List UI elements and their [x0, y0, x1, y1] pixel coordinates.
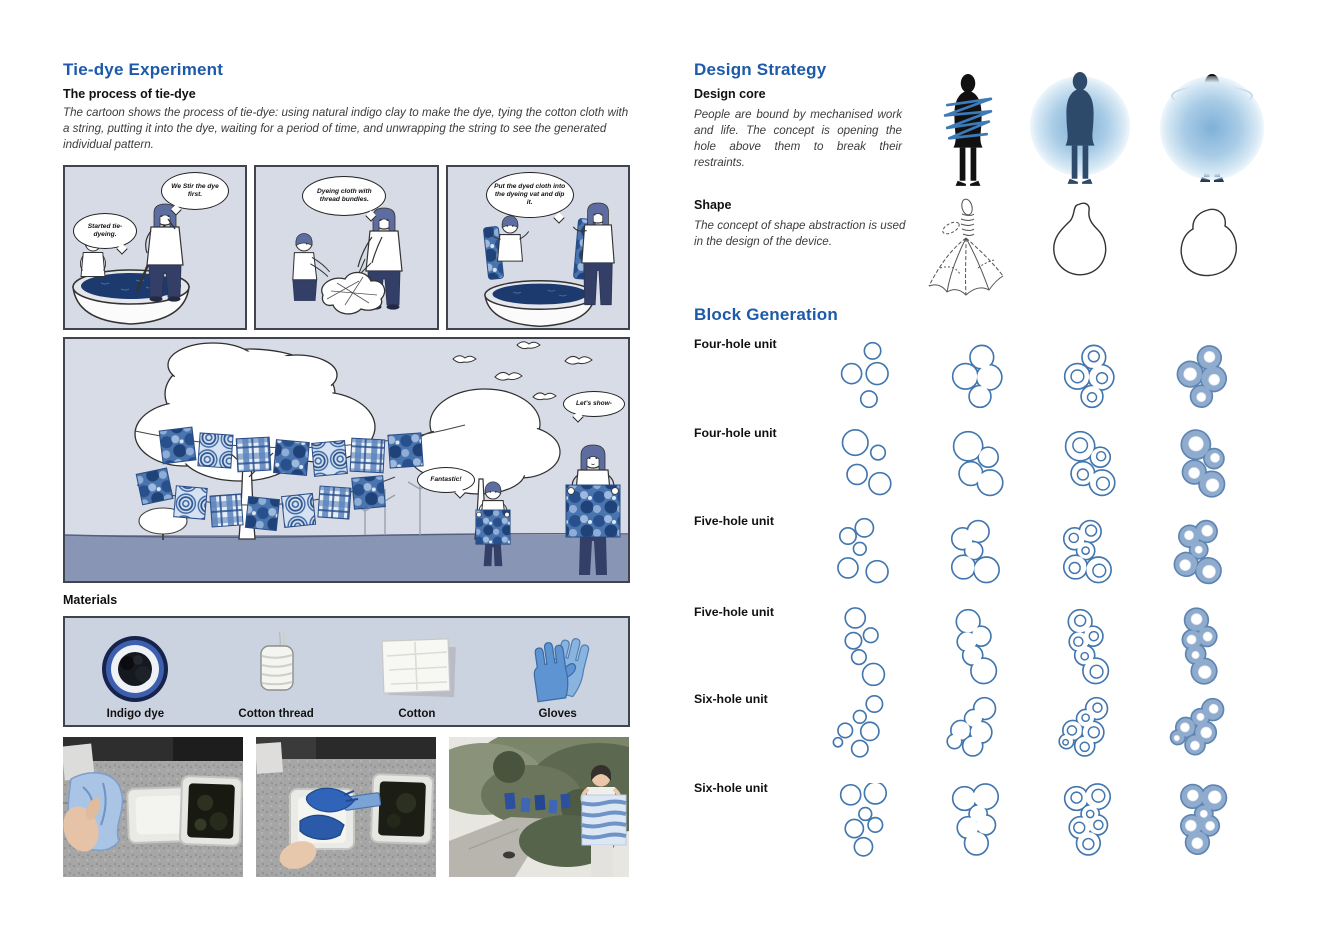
basin-dye	[371, 774, 433, 844]
material-label: Indigo dye	[106, 708, 165, 720]
material-cotton	[347, 618, 488, 725]
cotton-thread-icon	[237, 632, 315, 706]
process-photos	[63, 737, 630, 877]
materials-heading: Materials	[63, 593, 118, 607]
unit-outline	[939, 607, 1021, 689]
indigo-dye-icon	[96, 632, 174, 706]
unit-circles	[827, 607, 909, 689]
unit-outline-holes	[1051, 694, 1133, 776]
unit-outline-holes	[1051, 428, 1133, 510]
comic-panel-showcase	[63, 337, 630, 583]
person-in-circle-figure	[1030, 70, 1130, 188]
process-heading: The process of tie-dye	[63, 87, 196, 101]
design-core-text: People are bound by mechanised work and life. The concept is opening the hole above them to break their restraints.	[694, 108, 902, 169]
showcase-art	[65, 339, 628, 581]
unit-circles	[827, 339, 909, 421]
unit-circles	[827, 516, 909, 598]
cotton-icon	[367, 632, 467, 706]
person-hole-open-figure	[1160, 68, 1264, 188]
unit-outline	[939, 339, 1021, 421]
shape-text: The concept of shape abstraction is used in the design of the device.	[694, 219, 906, 248]
unit-dyed	[1163, 516, 1245, 598]
speech-bubble-stir: We Stir the dye first.	[161, 172, 229, 210]
speech-bubble-dip: Put the dyed cloth into the dyeing vat and dip it.	[486, 172, 574, 218]
unit-outline-holes	[1051, 607, 1133, 689]
blue-glow	[1160, 76, 1264, 180]
vase-outline-shape	[1040, 200, 1128, 308]
left-title: Tie-dye Experiment	[63, 60, 224, 79]
block-row-3	[694, 512, 1264, 600]
unit-dyed	[1163, 694, 1245, 776]
comic-panel-dipping	[446, 165, 630, 330]
shape-section	[694, 198, 1264, 304]
comic-panel-tying	[254, 165, 438, 330]
tied-bundle-sketch	[920, 198, 1010, 310]
block-row-6	[694, 779, 1264, 867]
unit-dyed	[1163, 607, 1245, 689]
right-title: Design Strategy	[694, 60, 827, 79]
material-gloves	[487, 618, 628, 725]
block-row-label: Six-hole unit	[694, 692, 768, 706]
unit-circles	[827, 783, 909, 865]
left-column	[63, 60, 630, 890]
unit-dyed	[1163, 783, 1245, 865]
block-row-1	[694, 335, 1264, 423]
unit-outline	[939, 694, 1021, 776]
speech-bubble-show: Let's show-	[563, 391, 625, 417]
photo-tying-cloth	[63, 737, 243, 877]
materials-box	[63, 616, 630, 727]
block-row-label: Four-hole unit	[694, 337, 777, 351]
speech-bubble-fantastic: Fantastic!	[417, 467, 475, 493]
block-row-label: Four-hole unit	[694, 426, 777, 440]
photo-dipping-cloth	[256, 737, 436, 877]
design-core-section	[694, 60, 1264, 198]
gloves-icon	[508, 632, 608, 706]
comic-strip	[63, 165, 630, 330]
block-row-4	[694, 603, 1264, 691]
material-cotton-thread	[206, 618, 347, 725]
material-label: Cotton thread	[238, 708, 314, 720]
material-indigo-dye	[65, 618, 206, 725]
bound-person-figure	[935, 74, 1001, 188]
speech-bubble-tying: Dyeing cloth with thread bundles.	[302, 176, 386, 216]
design-core-heading: Design core	[694, 87, 766, 101]
block-row-label: Five-hole unit	[694, 514, 774, 528]
speech-bubble-started: Started tie-dyeing.	[73, 213, 137, 249]
basin-dye	[180, 776, 242, 846]
material-label: Cotton	[398, 708, 436, 720]
unit-outline-holes	[1051, 339, 1133, 421]
process-description: The cartoon shows the process of tie-dye: using natural indigo clay to make the dye, tying the cotton cloth with a string, putting it into the dye, waiting for a period of time, and unwrapping the string to see the generated individual pattern.	[63, 106, 629, 151]
block-row-5	[694, 690, 1264, 778]
shadow	[503, 852, 515, 859]
comic-panel-stirring	[63, 165, 247, 330]
unit-outline-holes	[1051, 783, 1133, 865]
block-row-label: Six-hole unit	[694, 781, 768, 795]
unit-outline	[939, 428, 1021, 510]
blob-outline-shape	[1165, 204, 1253, 306]
ground	[65, 535, 628, 581]
block-row-2	[694, 424, 1264, 512]
shape-heading: Shape	[694, 198, 732, 212]
unit-dyed	[1163, 428, 1245, 510]
photo-exhibition	[449, 737, 629, 877]
unit-outline	[939, 516, 1021, 598]
unit-outline	[939, 783, 1021, 865]
right-column	[694, 60, 1264, 890]
block-row-label: Five-hole unit	[694, 605, 774, 619]
unit-dyed	[1163, 339, 1245, 421]
unit-circles	[827, 428, 909, 510]
unit-circles	[827, 694, 909, 776]
block-generation-heading: Block Generation	[694, 305, 838, 324]
unit-outline-holes	[1051, 516, 1133, 598]
material-label: Gloves	[538, 708, 577, 720]
